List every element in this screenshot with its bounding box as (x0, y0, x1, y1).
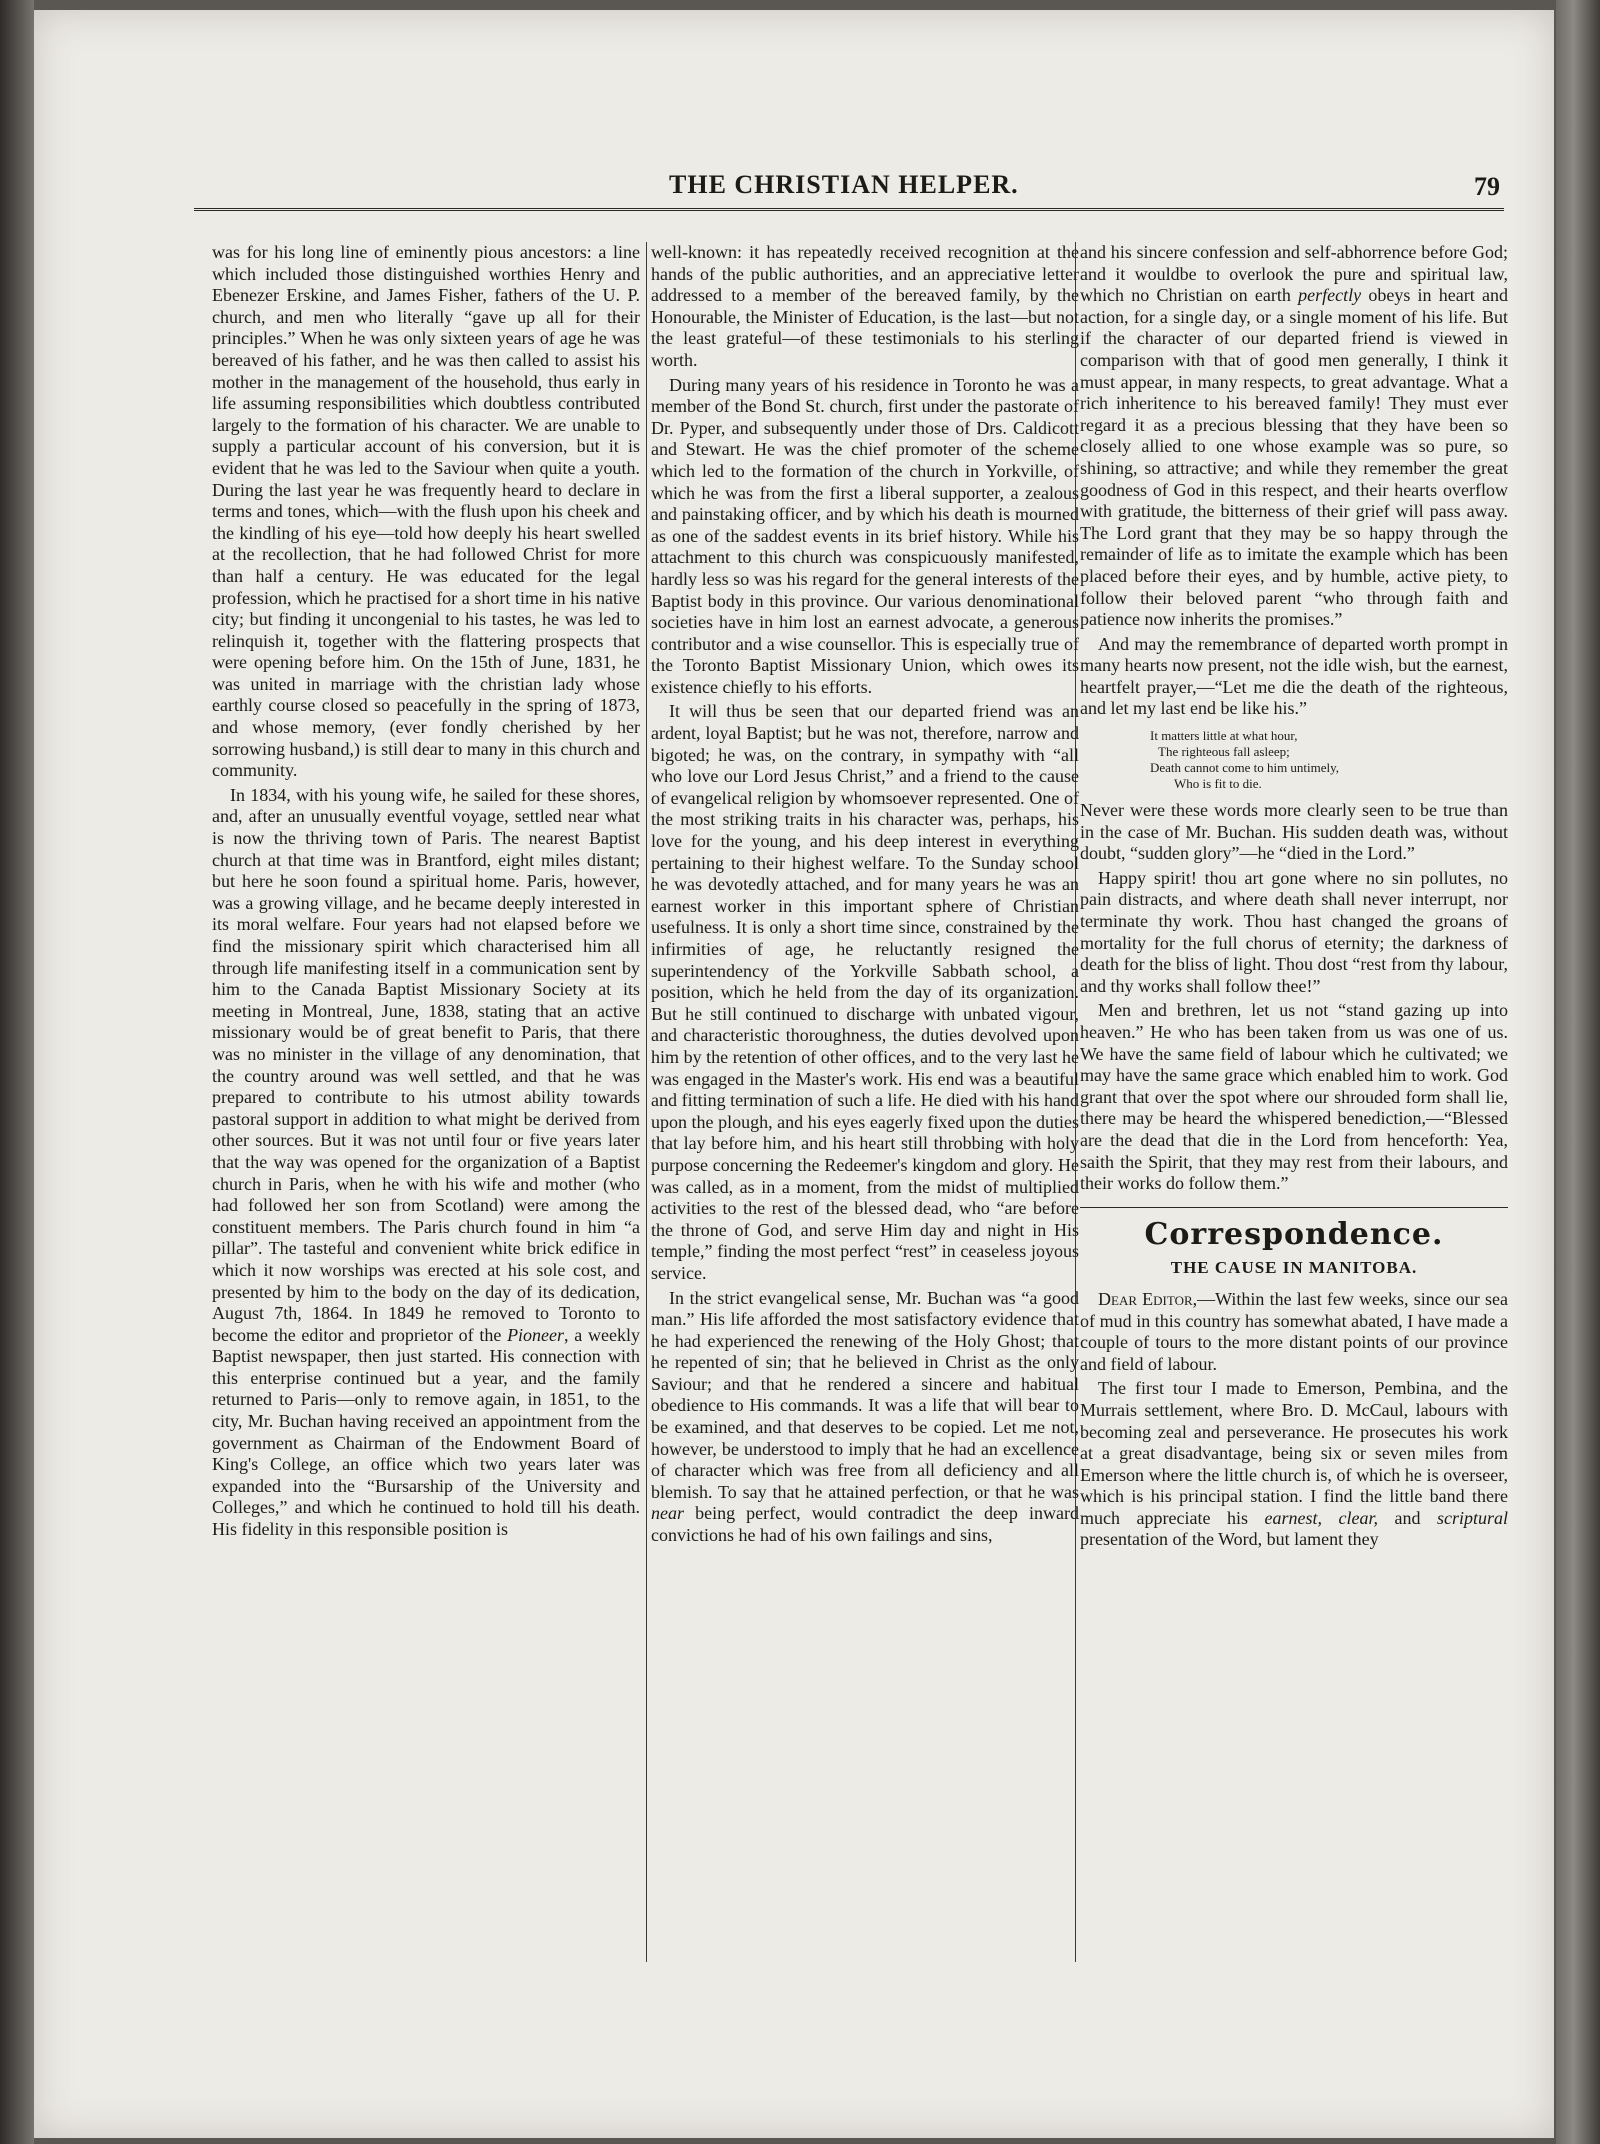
column-2 (651, 242, 1079, 1997)
page-number: 79 (1474, 172, 1500, 201)
text-run: being perfect, would contradict the deep inward convictions he had of his own failings and sins, (651, 1503, 1079, 1546)
article-title: THE CAUSE IN MANITOBA. (1170, 1258, 1418, 1278)
column-divider (646, 242, 647, 1962)
verse-line: Death cannot come to him untimely, (1150, 760, 1340, 776)
paragraph: Never were these words more clearly seen to be true than in the case of Mr. Buchan. His sudden death was, without doubt, “sudden glory”—he “died in the Lord.” (1080, 800, 1508, 864)
verse-line: Who is fit to die. (1174, 776, 1262, 792)
page (34, 10, 1554, 2138)
scan-edge-left (0, 0, 34, 2144)
header-rule (194, 208, 1504, 211)
text-run: presentation of the Word, but lament they (1080, 1529, 1379, 1550)
italic-text: perfectly (1298, 285, 1362, 306)
paragraph: Happy spirit! thou art gone where no sin pollutes, no pain distracts, and where death shall never interrupt, nor terminate thy work. Thou hast changed the groans of mortality for the full chorus of eternity; the darkness of death for the bliss of light. Thou dost “rest from thy labour, and thy works shall follow thee!” (1080, 867, 1508, 996)
text-run: In 1834, with his young wife, he sailed for these shores, and, after an unusually eventful voyage, settled near what is now the thriving town of Paris. The nearest Baptist church at that time was in Brantford, eight miles distant; but here he soon found a spiritual home. Paris, however, was a growing village, and he became deeply interested in its moral welfare. Four years had not elapsed before we find the missionary spirit which characterised him all through life manifesting itself in a communication sent by him to the Canada Baptist Missionary Society at its meeting in Montreal, June, 1838, stating that an active missionary would be of great benefit to Paris, that there was no minister in the village of any denomination, that the country around was well settled, and that he was prepared to contribute to his utmost ability towards pastoral support in addition to what might be derived from other sources. But it was not until four or five years later that the way was opened for the organization of a Baptist church in Paris, when he with his wife and mother (who had followed her son from Scotland) were among the constituent members. The Paris church found in him “a pillar”. The tasteful and convenient white brick edifice in which it now worships was erected at his sole cost, and presented by him to the body on the day of its dedication, August 7th, 1864. In 1849 he removed to Toronto to become the editor and proprietor of the (212, 784, 640, 1345)
paragraph: well-known: it has repeatedly received recognition at the hands of the public authorities, and an appreciative letter addressed to a member of the bereaved family, by the Honourable, the Minister of Education, is the last—but not the least grateful—of these testimonials to his sterling worth. (651, 242, 1079, 370)
section-heading: Correspondence. (1144, 1216, 1444, 1252)
paragraph: Men and brethren, let us not “stand gazing up into heaven.” He who has been taken from us was one of us. We have the same field of labour which he cultivated; we may have the same grace which enabled him to work. God grant that over the spot where our shrouded form shall lie, there may be heard the whispered benediction,—“Blessed are the dead that die in the Lord from henceforth: Yea, saith the Spirit, that they may rest from their labours, and their works do follow them.” (1080, 1000, 1508, 1194)
paragraph (651, 1288, 1079, 1547)
paragraph (212, 785, 640, 1541)
italic-text: Pioneer (507, 1324, 565, 1345)
text-run: obeys in heart and action, for a single day, or a single moment of his life. But if the character of our departed friend is viewed in comparison with that of good men generally, I think it must appear, in many respects, to great advantage. What a rich inheritence to his bereaved family! They must ever regard it as a precious blessing that they have been so closely allied to one whose example was so pure, so shining, so attractive; and while they remember the great goodness of God in this respect, and their hearts overflow with gratitude, the bitterness of their grief will pass away. The Lord grant that they may be so happy through the remainder of life as to imitate the example which has been placed before their eyes, and by humble, active piety, to follow their beloved parent “who through faith and patience now inherits the promises.” (1080, 285, 1508, 630)
salutation: Dear Editor, (1098, 1288, 1198, 1309)
text-run: In the strict evangelical sense, Mr. Buchan was “a good man.” His life afforded the most satisfactory evidence that he had experienced the renewing of the Holy Ghost; that he repented of sin; that he believed in Christ as the only Saviour; and that he rendered a sincere and habitual obedience to His commands. It was a life that will bear to be examined, and that deserves to be copied. Let me not, however, be understood to imply that he had an excellence of character which was free from all deficiency and all blemish. To say that he attained perfection, or that he was (651, 1287, 1079, 1502)
paragraph (1080, 242, 1508, 631)
journal-title: THE CHRISTIAN HELPER. (669, 170, 1019, 199)
italic-text: earnest, clear, (1264, 1507, 1378, 1528)
text-run: The first tour I made to Emerson, Pembina, and the Murrais settlement, where Bro. D. McCaul, labours with becoming zeal and perseverance. He prosecutes his work at a great disadvantage, being six or seven miles from Emerson where the little church is, of which he is overseer, which is his principal station. I find the little band there much appreciate his (1080, 1378, 1508, 1528)
text-run: —Within the last few weeks, since our sea of mud in this country has somewhat abated, I have made a couple of tours to the more distant points of our province and field of labour. (1080, 1288, 1508, 1374)
verse-line: The righteous fall asleep; (1158, 744, 1290, 760)
text-run: , a weekly Baptist newspaper, then just started. His connection with this enterprise continued but a year, and the family returned to Paris—only to remove again, in 1851, to the city, Mr. Buchan having received an appointment from the government as Chairman of the Endowment Board of King's College, an office which two years later was expanded into the “Bursarship of the University and Colleges,” and which he continued to hold till his death. His fidelity in this responsible position is (212, 1324, 640, 1540)
paragraph: During many years of his residence in Toronto he was a member of the Bond St. church, first under the pastorate of Dr. Pyper, and subsequently under those of Drs. Caldicott and Stewart. He was the chief promoter of the scheme which led to the formation of the church in Yorkville, of which he was from the first a liberal supporter, a zealous and painstaking officer, and by which his death is mourned as one of the saddest events in its brief history. While his attachment to this church was conspicuously manifested, hardly less so was his regard for the general interests of the Baptist body in this province. Our various denominational societies have in him lost an earnest advocate, a generous contributor and a wise counsellor. This is especially true of the Toronto Baptist Missionary Union, which owes its existence chiefly to his efforts. (651, 374, 1079, 697)
column-1 (212, 242, 640, 1997)
paragraph (1080, 1378, 1508, 1551)
italic-text: scriptural (1436, 1507, 1508, 1528)
italic-text: near (651, 1503, 684, 1524)
paragraph: And may the remembrance of departed worth prompt in many hearts now present, not the idle wish, but the earnest, heartfelt prayer,—“Let me die the death of the righteous, and let my last end be like his.” (1080, 633, 1508, 719)
text-run: and (1377, 1507, 1437, 1528)
verse-line: It matters little at what hour, (1150, 728, 1298, 744)
scan-edge-right (1556, 0, 1600, 2144)
text-run: and his sincere confession and self-abhorrence before God; and it wouldbe to overlook the pure and spiritual law, which no Christian on earth (1080, 242, 1508, 306)
column-3 (1080, 242, 1508, 1997)
paragraph: was for his long line of eminently pious ancestors: a line which included those distinguished worthies Henry and Ebenezer Erskine, and James Fisher, fathers of the U. P. church, and men who literally “gave up all for their principles.” When he was only sixteen years of age he was bereaved of his father, and he was then called to assist his mother in the management of the household, thus early in life assuming responsibilities which doubtless contributed largely to the formation of his character. We are unable to supply a particular account of his conversion, but it is evident that he was led to the Saviour when quite a youth. During the last year he was frequently heard to declare in terms and tones, which—with the flush upon his cheek and the kindling of his eye—told how deeply his heart swelled at the recollection, that he had followed Christ for more than half a century. He was educated for the legal profession, which he practised for a short time in his native city; but finding it uncongenial to his tastes, he was led to relinquish it, together with the flattering prospects that were opening before him. On the 15th of June, 1831, he was united in marriage with the christian lady whose earthly course closed so peacefully in the spring of 1873, and whose memory, (ever fondly cherished by her sorrowing husband,) is still dear to many in this church and community. (212, 242, 640, 781)
paragraph (1080, 1289, 1508, 1375)
verse-quotation (1150, 728, 1508, 792)
paragraph: It will thus be seen that our departed friend was an ardent, loyal Baptist; but he was not, therefore, narrow and bigoted; he was, on the contrary, in sympathy with “all who love our Lord Jesus Christ,” and a friend to the cause of evangelical religion by whomsoever represented. One of the most striking traits in his character was, perhaps, his love for the young, and his deep interest in everything pertaining to their highest welfare. To the Sunday school he was devotedly attached, and for many years he was an earnest worker in this important sphere of Christian usefulness. It is only a short time since, constrained by the infirmities of age, he reluctantly resigned the superintendency of the Yorkville Sabbath school, a position, which he held from the day of its organization. But he still continued to discharge with unbated vigour, and characteristic thoroughness, the duties devolved upon him by the retention of other offices, and to the very last he was engaged in the Master's work. His end was a beautiful and fitting termination of such a life. He died with his hand upon the plough, and his eyes eagerly fixed upon the duties that lay before him, and his heart still throbbing with holy purpose concerning the Redeemer's kingdom and glory. He was called, as in a moment, from the midst of multiplied activities to the rest of the blessed dead, who “are before the throne of God, and serve Him day and night in His temple,” finding the most perfect “rest” in ceaseless joyous service. (651, 701, 1079, 1283)
running-head (34, 170, 1554, 210)
section-rule (1080, 1207, 1508, 1208)
